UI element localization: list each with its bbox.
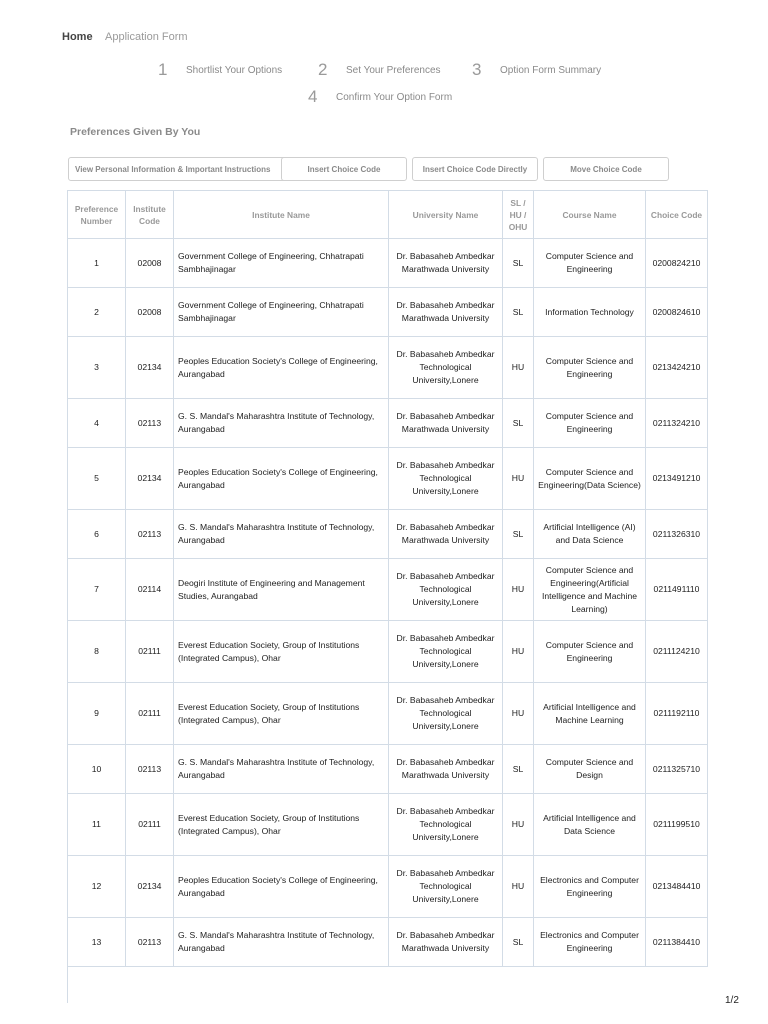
cell-sl-hu: SL bbox=[503, 239, 534, 288]
cell-course: Electronics and Computer Engineering bbox=[534, 856, 646, 918]
cell-institute-code: 02113 bbox=[126, 510, 174, 559]
preferences-table bbox=[67, 190, 708, 967]
cell-sl-hu: HU bbox=[503, 337, 534, 399]
table-header-row bbox=[68, 191, 708, 239]
cell-institute-code: 02113 bbox=[126, 399, 174, 448]
header-choice-code: Choice Code bbox=[646, 191, 708, 239]
view-personal-info-button[interactable]: View Personal Information & Important Instructions bbox=[68, 157, 290, 181]
cell-course: Electronics and Computer Engineering bbox=[534, 918, 646, 967]
cell-university: Dr. Babasaheb Ambedkar Marathwada University bbox=[389, 399, 503, 448]
cell-institute-code: 02113 bbox=[126, 745, 174, 794]
cell-university: Dr. Babasaheb Ambedkar Marathwada University bbox=[389, 918, 503, 967]
cell-preference: 3 bbox=[68, 337, 126, 399]
cell-choice-code: 0211325710 bbox=[646, 745, 708, 794]
cell-preference: 8 bbox=[68, 621, 126, 683]
step-number: 1 bbox=[158, 60, 168, 79]
cell-course: Information Technology bbox=[534, 288, 646, 337]
preferences-table-container bbox=[67, 190, 707, 967]
cell-course: Computer Science and Engineering bbox=[534, 239, 646, 288]
cell-course: Computer Science and Engineering bbox=[534, 399, 646, 448]
cell-university: Dr. Babasaheb Ambedkar Marathwada University bbox=[389, 288, 503, 337]
cell-preference: 7 bbox=[68, 559, 126, 621]
page-indicator: 1/2 bbox=[725, 995, 739, 1006]
cell-choice-code: 0213424210 bbox=[646, 337, 708, 399]
cell-institute-name: Peoples Education Society's College of Engineering, Aurangabad bbox=[174, 448, 389, 510]
cell-course: Artificial Intelligence (AI) and Data Science bbox=[534, 510, 646, 559]
breadcrumb-current[interactable]: Application Form bbox=[105, 31, 188, 43]
cell-preference: 4 bbox=[68, 399, 126, 448]
cell-course: Artificial Intelligence and Data Science bbox=[534, 794, 646, 856]
cell-university: Dr. Babasaheb Ambedkar Marathwada University bbox=[389, 745, 503, 794]
table-row[interactable] bbox=[68, 745, 708, 794]
header-university-name: University Name bbox=[389, 191, 503, 239]
cell-preference: 13 bbox=[68, 918, 126, 967]
cell-choice-code: 0211124210 bbox=[646, 621, 708, 683]
cell-preference: 5 bbox=[68, 448, 126, 510]
table-continuation-border bbox=[67, 967, 68, 1003]
cell-institute-code: 02008 bbox=[126, 288, 174, 337]
cell-institute-name: Government College of Engineering, Chhatrapati Sambhajinagar bbox=[174, 239, 389, 288]
cell-course: Artificial Intelligence and Machine Learning bbox=[534, 683, 646, 745]
cell-preference: 6 bbox=[68, 510, 126, 559]
header-course-name: Course Name bbox=[534, 191, 646, 239]
cell-choice-code: 0200824610 bbox=[646, 288, 708, 337]
cell-institute-code: 02134 bbox=[126, 856, 174, 918]
step-label: Confirm Your Option Form bbox=[336, 91, 453, 103]
cell-preference: 12 bbox=[68, 856, 126, 918]
cell-choice-code: 0213484410 bbox=[646, 856, 708, 918]
cell-institute-code: 02111 bbox=[126, 683, 174, 745]
section-title: Preferences Given By You bbox=[70, 126, 201, 138]
cell-institute-name: G. S. Mandal's Maharashtra Institute of Technology, Aurangabad bbox=[174, 510, 389, 559]
table-row[interactable] bbox=[68, 918, 708, 967]
cell-sl-hu: SL bbox=[503, 510, 534, 559]
cell-university: Dr. Babasaheb Ambedkar Technological University,Lonere bbox=[389, 683, 503, 745]
step-set-preferences[interactable] bbox=[318, 60, 441, 80]
cell-institute-name: G. S. Mandal's Maharashtra Institute of Technology, Aurangabad bbox=[174, 918, 389, 967]
table-row[interactable] bbox=[68, 794, 708, 856]
step-number: 3 bbox=[472, 60, 482, 79]
cell-sl-hu: HU bbox=[503, 448, 534, 510]
cell-institute-name: Everest Education Society, Group of Institutions (Integrated Campus), Ohar bbox=[174, 683, 389, 745]
cell-university: Dr. Babasaheb Ambedkar Marathwada University bbox=[389, 510, 503, 559]
table-row[interactable] bbox=[68, 399, 708, 448]
cell-course: Computer Science and Engineering(Data Science) bbox=[534, 448, 646, 510]
insert-choice-code-button[interactable]: Insert Choice Code bbox=[281, 157, 407, 181]
cell-preference: 2 bbox=[68, 288, 126, 337]
breadcrumb-home-link[interactable]: Home bbox=[62, 31, 93, 43]
cell-institute-code: 02111 bbox=[126, 794, 174, 856]
cell-preference: 10 bbox=[68, 745, 126, 794]
cell-university: Dr. Babasaheb Ambedkar Technological University,Lonere bbox=[389, 856, 503, 918]
cell-institute-code: 02008 bbox=[126, 239, 174, 288]
cell-sl-hu: SL bbox=[503, 745, 534, 794]
header-sl-hu-ohu: SL / HU / OHU bbox=[503, 191, 534, 239]
cell-choice-code: 0211199510 bbox=[646, 794, 708, 856]
cell-course: Computer Science and Engineering(Artificial Intelligence and Machine Learning) bbox=[534, 559, 646, 621]
cell-institute-name: Government College of Engineering, Chhatrapati Sambhajinagar bbox=[174, 288, 389, 337]
step-label: Option Form Summary bbox=[500, 64, 602, 76]
step-label: Set Your Preferences bbox=[346, 64, 441, 76]
cell-course: Computer Science and Design bbox=[534, 745, 646, 794]
cell-university: Dr. Babasaheb Ambedkar Technological University,Lonere bbox=[389, 448, 503, 510]
cell-choice-code: 0211326310 bbox=[646, 510, 708, 559]
breadcrumb bbox=[62, 31, 188, 43]
cell-sl-hu: SL bbox=[503, 918, 534, 967]
cell-university: Dr. Babasaheb Ambedkar Technological University,Lonere bbox=[389, 559, 503, 621]
step-number: 4 bbox=[308, 87, 318, 106]
table-row[interactable] bbox=[68, 559, 708, 621]
cell-university: Dr. Babasaheb Ambedkar Technological University,Lonere bbox=[389, 337, 503, 399]
cell-choice-code: 0211324210 bbox=[646, 399, 708, 448]
step-option-summary[interactable] bbox=[472, 60, 601, 80]
cell-choice-code: 0211192110 bbox=[646, 683, 708, 745]
cell-institute-name: Peoples Education Society's College of Engineering, Aurangabad bbox=[174, 856, 389, 918]
cell-preference: 1 bbox=[68, 239, 126, 288]
cell-sl-hu: HU bbox=[503, 559, 534, 621]
cell-institute-code: 02113 bbox=[126, 918, 174, 967]
table-row[interactable] bbox=[68, 510, 708, 559]
cell-institute-name: Deogiri Institute of Engineering and Management Studies, Aurangabad bbox=[174, 559, 389, 621]
cell-institute-name: G. S. Mandal's Maharashtra Institute of Technology, Aurangabad bbox=[174, 399, 389, 448]
table-row[interactable] bbox=[68, 448, 708, 510]
step-number: 2 bbox=[318, 60, 328, 79]
cell-sl-hu: HU bbox=[503, 794, 534, 856]
cell-sl-hu: HU bbox=[503, 856, 534, 918]
table-row[interactable] bbox=[68, 856, 708, 918]
cell-sl-hu: SL bbox=[503, 399, 534, 448]
cell-institute-code: 02114 bbox=[126, 559, 174, 621]
cell-sl-hu: HU bbox=[503, 621, 534, 683]
step-confirm[interactable] bbox=[308, 87, 452, 107]
table-row[interactable] bbox=[68, 683, 708, 745]
header-institute-code: Institute Code bbox=[126, 191, 174, 239]
cell-sl-hu: SL bbox=[503, 288, 534, 337]
cell-choice-code: 0211491110 bbox=[646, 559, 708, 621]
header-institute-name: Institute Name bbox=[174, 191, 389, 239]
cell-choice-code: 0213491210 bbox=[646, 448, 708, 510]
cell-sl-hu: HU bbox=[503, 683, 534, 745]
cell-choice-code: 0200824210 bbox=[646, 239, 708, 288]
table-row[interactable] bbox=[68, 621, 708, 683]
cell-course: Computer Science and Engineering bbox=[534, 621, 646, 683]
move-choice-code-button[interactable]: Move Choice Code bbox=[543, 157, 669, 181]
cell-institute-name: Peoples Education Society's College of Engineering, Aurangabad bbox=[174, 337, 389, 399]
table-row[interactable] bbox=[68, 239, 708, 288]
cell-institute-code: 02134 bbox=[126, 337, 174, 399]
cell-preference: 9 bbox=[68, 683, 126, 745]
cell-university: Dr. Babasaheb Ambedkar Technological University,Lonere bbox=[389, 794, 503, 856]
cell-institute-code: 02111 bbox=[126, 621, 174, 683]
cell-institute-name: Everest Education Society, Group of Institutions (Integrated Campus), Ohar bbox=[174, 794, 389, 856]
cell-choice-code: 0211384410 bbox=[646, 918, 708, 967]
header-preference-number: Preference Number bbox=[68, 191, 126, 239]
cell-institute-name: Everest Education Society, Group of Institutions (Integrated Campus), Ohar bbox=[174, 621, 389, 683]
cell-university: Dr. Babasaheb Ambedkar Marathwada University bbox=[389, 239, 503, 288]
table-row[interactable] bbox=[68, 288, 708, 337]
step-label: Shortlist Your Options bbox=[186, 64, 283, 76]
cell-university: Dr. Babasaheb Ambedkar Technological University,Lonere bbox=[389, 621, 503, 683]
cell-course: Computer Science and Engineering bbox=[534, 337, 646, 399]
step-shortlist[interactable] bbox=[158, 60, 282, 80]
cell-preference: 11 bbox=[68, 794, 126, 856]
table-row[interactable] bbox=[68, 337, 708, 399]
insert-choice-code-directly-button[interactable]: Insert Choice Code Directly bbox=[412, 157, 538, 181]
cell-institute-name: G. S. Mandal's Maharashtra Institute of Technology, Aurangabad bbox=[174, 745, 389, 794]
cell-institute-code: 02134 bbox=[126, 448, 174, 510]
